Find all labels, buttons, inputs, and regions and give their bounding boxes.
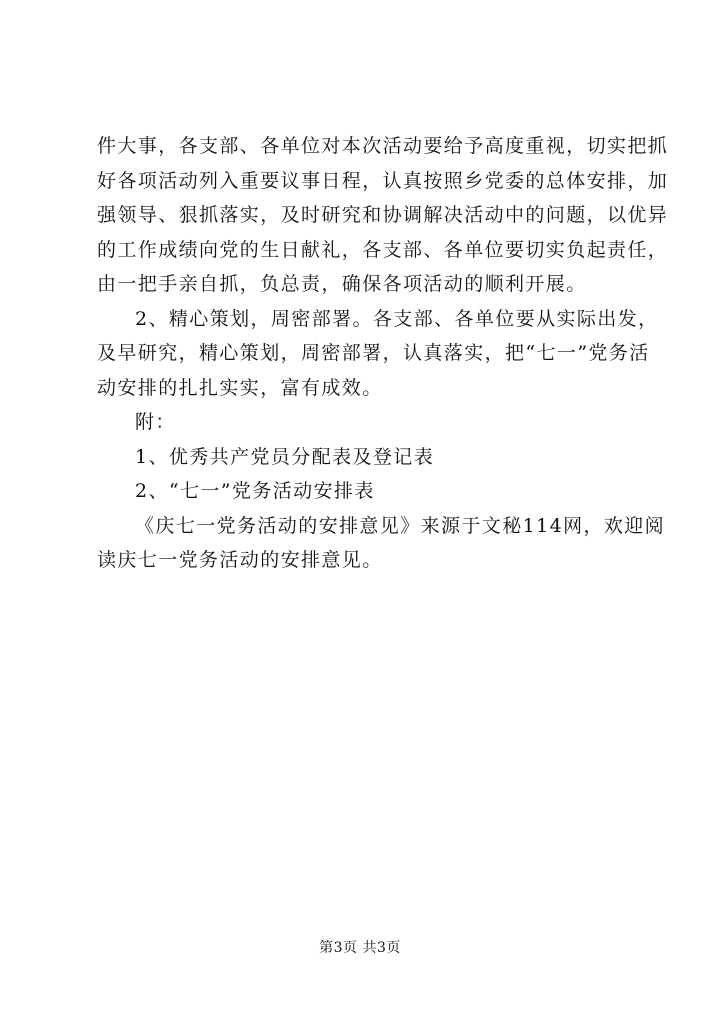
body-line: 及早研究，精心策划，周密部署，认真落实，把“七一”党务活 [97, 342, 650, 364]
body-line: 动安排的扎扎实实，富有成效。 [97, 376, 383, 399]
body-line: 好各项活动列入重要议事日程，认真按照乡党委的总体安排，加 [97, 169, 669, 192]
body-line: 件大事，各支部、各单位对本次活动要给予高度重视，切实把抓 [97, 135, 669, 157]
document-body [97, 129, 669, 578]
source-note-line: 读庆七一党务活动的安排意见。 [97, 549, 383, 571]
body-line: 由一把手亲自抓，负总责，确保各项活动的顺利开展。 [97, 273, 587, 295]
page-number-footer: 第3页 共3页 [319, 940, 401, 956]
attachment-item: 2、“七一”党务活动安排表 [135, 480, 375, 502]
source-note-line: 《庆七一党务活动的安排意见》来源于文秘114网，欢迎阅 [135, 514, 666, 537]
attachment-heading: 附： [135, 411, 176, 433]
attachment-item: 1、优秀共产党员分配表及登记表 [135, 445, 435, 468]
body-line: 强领导、狠抓落实，及时研究和协调解决活动中的问题，以优异 [97, 204, 669, 226]
body-line: 的工作成绩向党的生日献礼，各支部、各单位要切实负起责任， [97, 238, 669, 261]
body-line: 2、精心策划，周密部署。各支部、各单位要从实际出发， [135, 307, 659, 330]
